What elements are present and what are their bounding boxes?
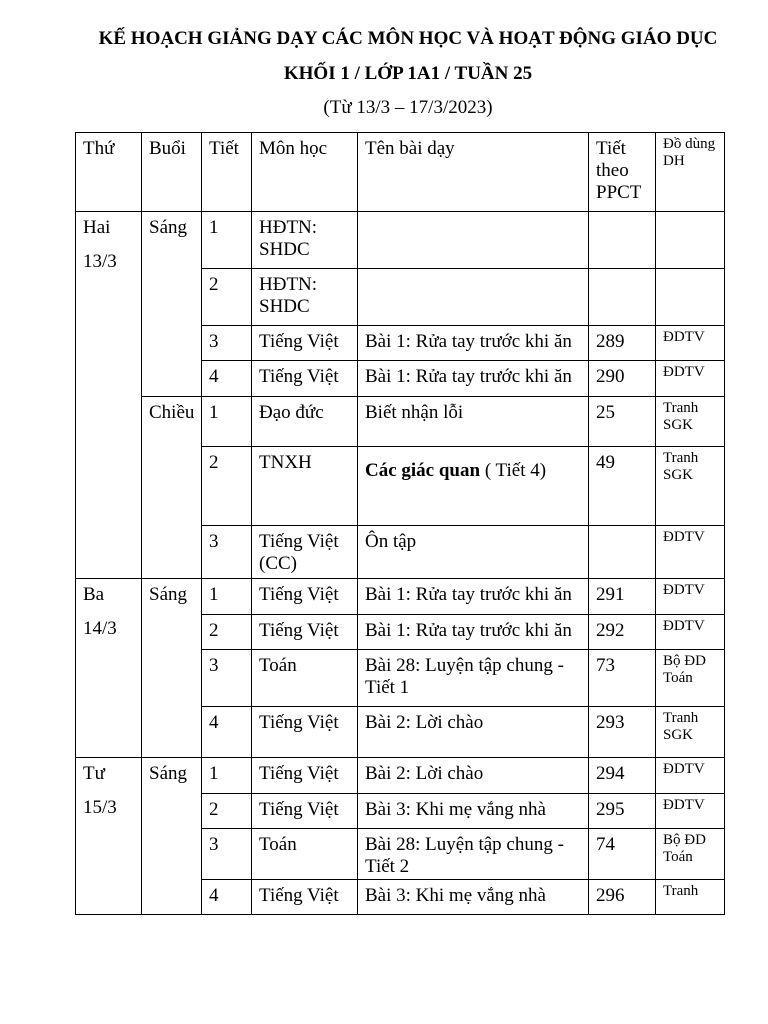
- day-name: Ba: [83, 584, 105, 605]
- materials-cell: ĐDTV: [656, 361, 725, 397]
- lesson-suffix: ( Tiết 4): [480, 460, 547, 481]
- table-row: [76, 758, 725, 794]
- lesson-cell: Ôn tập: [358, 526, 589, 579]
- period-cell: 1: [202, 212, 252, 269]
- session-cell: Sáng: [142, 579, 202, 758]
- subject-cell: TNXH: [252, 447, 358, 526]
- lesson-cell: Biết nhận lỗi: [358, 397, 589, 447]
- materials-cell: Bộ ĐD Toán: [656, 829, 725, 880]
- day-date: 13/3: [83, 251, 117, 272]
- document-title: KẾ HOẠCH GIẢNG DẠY CÁC MÔN HỌC VÀ HOẠT ĐỘNG GIÁO DỤC: [98, 28, 718, 49]
- ppct-cell: 289: [589, 326, 656, 361]
- session-cell: Sáng: [142, 212, 202, 397]
- period-cell: 3: [202, 526, 252, 579]
- materials-cell: ĐDTV: [656, 615, 725, 650]
- header-cell: Tiết: [202, 133, 252, 212]
- subject-cell: Tiếng Việt: [252, 615, 358, 650]
- lesson-cell: Bài 1: Rửa tay trước khi ăn: [358, 361, 589, 397]
- lesson-cell: [358, 447, 589, 526]
- day-date: 15/3: [83, 797, 117, 818]
- period-cell: 2: [202, 615, 252, 650]
- ppct-cell: 291: [589, 579, 656, 615]
- ppct-cell: [589, 526, 656, 579]
- table-row: [76, 212, 725, 269]
- ppct-cell: [589, 212, 656, 269]
- materials-cell: Tranh SGK: [656, 707, 725, 758]
- day-cell: [76, 579, 142, 758]
- materials-cell: ĐDTV: [656, 326, 725, 361]
- ppct-cell: [589, 269, 656, 326]
- day-name: Hai: [83, 217, 111, 238]
- subject-cell: Toán: [252, 650, 358, 707]
- ppct-cell: 293: [589, 707, 656, 758]
- header-cell: Môn học: [252, 133, 358, 212]
- subject-cell: Tiếng Việt: [252, 794, 358, 829]
- lesson-cell: [358, 212, 589, 269]
- period-cell: 4: [202, 707, 252, 758]
- table-header-row: [76, 133, 725, 212]
- subject-cell: HĐTN: SHDC: [252, 212, 358, 269]
- period-cell: 4: [202, 361, 252, 397]
- lesson-bold-title: Các giác quan: [365, 460, 481, 481]
- period-cell: 2: [202, 794, 252, 829]
- materials-cell: Tranh SGK: [656, 397, 725, 447]
- lesson-cell: Bài 2: Lời chào: [358, 707, 589, 758]
- header-cell: Buổi: [142, 133, 202, 212]
- schedule-table: [75, 132, 725, 915]
- subject-cell: Tiếng Việt: [252, 707, 358, 758]
- day-cell: [76, 212, 142, 579]
- ppct-cell: 74: [589, 829, 656, 880]
- table-row: [76, 397, 725, 447]
- subject-cell: Tiếng Việt: [252, 361, 358, 397]
- header-cell: Tên bài dạy: [358, 133, 589, 212]
- lesson-cell: Bài 28: Luyện tập chung - Tiết 2: [358, 829, 589, 880]
- ppct-cell: 295: [589, 794, 656, 829]
- ppct-cell: 290: [589, 361, 656, 397]
- materials-cell: [656, 212, 725, 269]
- session-cell: Sáng: [142, 758, 202, 915]
- period-cell: 3: [202, 326, 252, 361]
- subject-cell: Tiếng Việt: [252, 880, 358, 915]
- materials-cell: Tranh SGK: [656, 447, 725, 526]
- period-cell: 3: [202, 650, 252, 707]
- table-row: [76, 579, 725, 615]
- period-cell: 2: [202, 269, 252, 326]
- ppct-cell: 25: [589, 397, 656, 447]
- lesson-cell: Bài 28: Luyện tập chung - Tiết 1: [358, 650, 589, 707]
- materials-cell: ĐDTV: [656, 794, 725, 829]
- lesson-cell: Bài 1: Rửa tay trước khi ăn: [358, 615, 589, 650]
- day-cell: [76, 758, 142, 915]
- period-cell: 3: [202, 829, 252, 880]
- materials-cell: [656, 269, 725, 326]
- lesson-cell: [358, 269, 589, 326]
- day-name: Tư: [83, 763, 105, 784]
- period-cell: 1: [202, 397, 252, 447]
- materials-cell: Bộ ĐD Toán: [656, 650, 725, 707]
- subject-cell: Tiếng Việt (CC): [252, 526, 358, 579]
- materials-cell: ĐDTV: [656, 579, 725, 615]
- lesson-cell: Bài 1: Rửa tay trước khi ăn: [358, 326, 589, 361]
- period-cell: 1: [202, 579, 252, 615]
- class-week-subtitle: KHỐI 1 / LỚP 1A1 / TUẦN 25: [283, 63, 533, 84]
- ppct-cell: 49: [589, 447, 656, 526]
- header-cell: Thứ: [76, 133, 142, 212]
- materials-cell: ĐDTV: [656, 526, 725, 579]
- lesson-cell: Bài 3: Khi mẹ vắng nhà: [358, 794, 589, 829]
- ppct-cell: 73: [589, 650, 656, 707]
- header-cell: Tiết theo PPCT: [589, 133, 656, 212]
- day-date: 14/3: [83, 618, 117, 639]
- ppct-cell: 292: [589, 615, 656, 650]
- lesson-cell: Bài 2: Lời chào: [358, 758, 589, 794]
- materials-cell: Tranh: [656, 880, 725, 915]
- subject-cell: Tiếng Việt: [252, 758, 358, 794]
- subject-cell: Toán: [252, 829, 358, 880]
- period-cell: 2: [202, 447, 252, 526]
- materials-cell: ĐDTV: [656, 758, 725, 794]
- session-cell: Chiều: [142, 397, 202, 579]
- subject-cell: HĐTN: SHDC: [252, 269, 358, 326]
- subject-cell: Đạo đức: [252, 397, 358, 447]
- period-cell: 1: [202, 758, 252, 794]
- subject-cell: Tiếng Việt: [252, 326, 358, 361]
- ppct-cell: 294: [589, 758, 656, 794]
- date-range: (Từ 13/3 – 17/3/2023): [323, 97, 493, 118]
- lesson-cell: Bài 1: Rửa tay trước khi ăn: [358, 579, 589, 615]
- ppct-cell: 296: [589, 880, 656, 915]
- lesson-cell: Bài 3: Khi mẹ vắng nhà: [358, 880, 589, 915]
- subject-cell: Tiếng Việt: [252, 579, 358, 615]
- period-cell: 4: [202, 880, 252, 915]
- header-cell: Đồ dùng DH: [656, 133, 725, 212]
